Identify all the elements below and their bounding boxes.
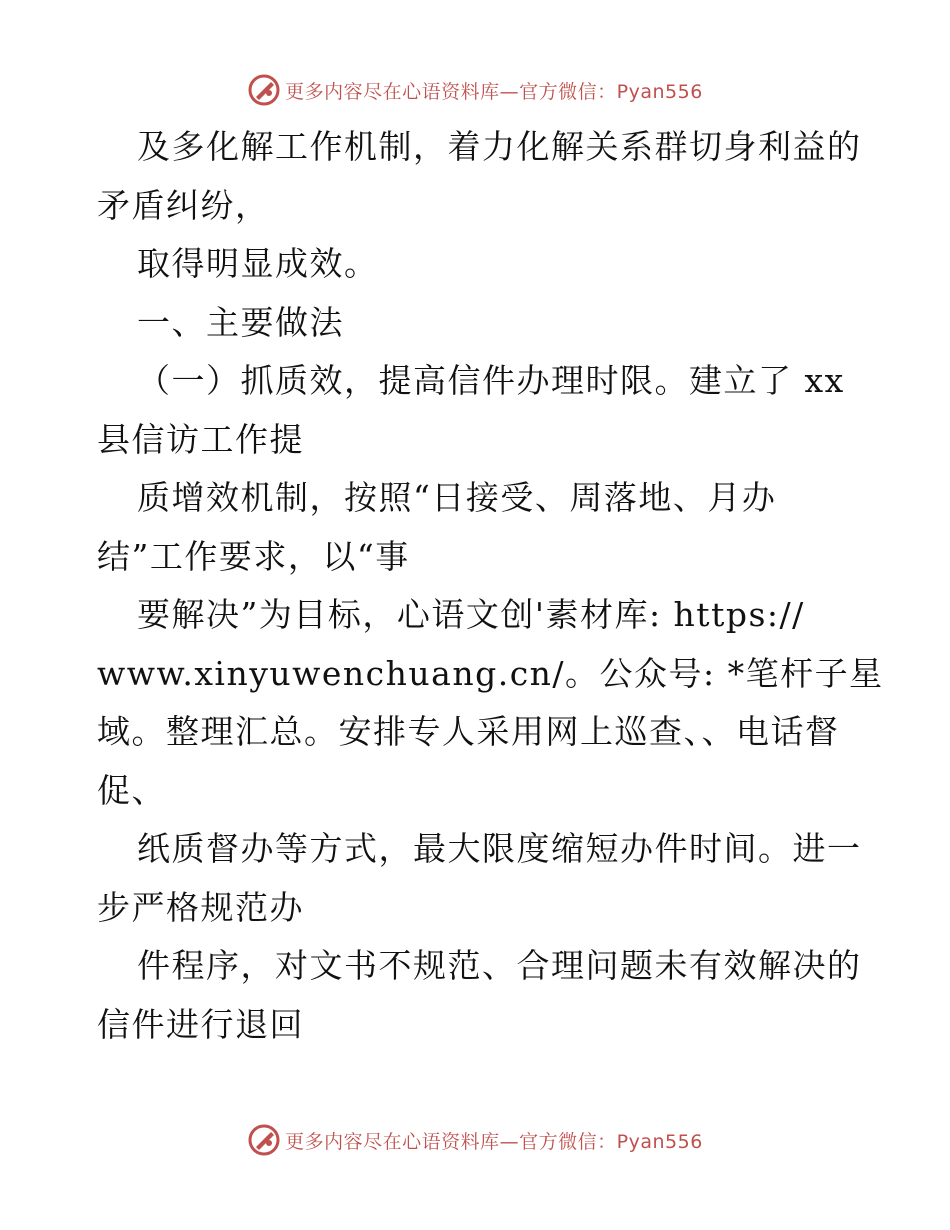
- paragraph-line: 促、: [97, 770, 166, 810]
- header-watermark-text: 更多内容尽在心语资料库—官方微信：Pyan556: [285, 80, 703, 103]
- paragraph-line: 一、主要做法: [137, 302, 344, 342]
- paragraph-line: 步严格规范办: [97, 887, 304, 927]
- paragraph-line: 质增效机制，按照“日接受、周落地、月办: [137, 478, 777, 517]
- paragraph-line: （一）抓质效，提高信件办理时限。建立了 xx: [137, 361, 845, 400]
- brand-logo-icon: [247, 73, 281, 107]
- footer-watermark-banner: [0, 1120, 950, 1160]
- paragraph-line: 要解决”为目标，心语文创'素材库: https://: [137, 595, 805, 634]
- document-body: [97, 118, 884, 1054]
- paragraph-line: 县信访工作提: [97, 419, 304, 459]
- paragraph-line: 及多化解工作机制，着力化解关系群切身利益的: [137, 127, 862, 166]
- paragraph-line: 取得明显成效。: [137, 244, 379, 283]
- header-watermark-banner: [0, 70, 950, 110]
- paragraph-line: 纸质督办等方式，最大限度缩短办件时间。进一: [137, 829, 862, 868]
- brand-logo-icon: [247, 1123, 281, 1157]
- paragraph-line: 件程序，对文书不规范、合理问题未有效解决的: [137, 946, 862, 985]
- paragraph-line: 域。整理汇总。安排专人采用网上巡查、、电话督: [97, 712, 840, 751]
- paragraph-line: 信件进行退回: [97, 1004, 304, 1044]
- paragraph-line: 矛盾纠纷，: [97, 185, 270, 225]
- footer-watermark-text: 更多内容尽在心语资料库—官方微信：Pyan556: [285, 1130, 703, 1153]
- paragraph-line: 结”工作要求，以“事: [97, 536, 410, 576]
- paragraph-line: www.xinyuwenchuang.cn/。公众号: *笔杆子星: [97, 653, 884, 693]
